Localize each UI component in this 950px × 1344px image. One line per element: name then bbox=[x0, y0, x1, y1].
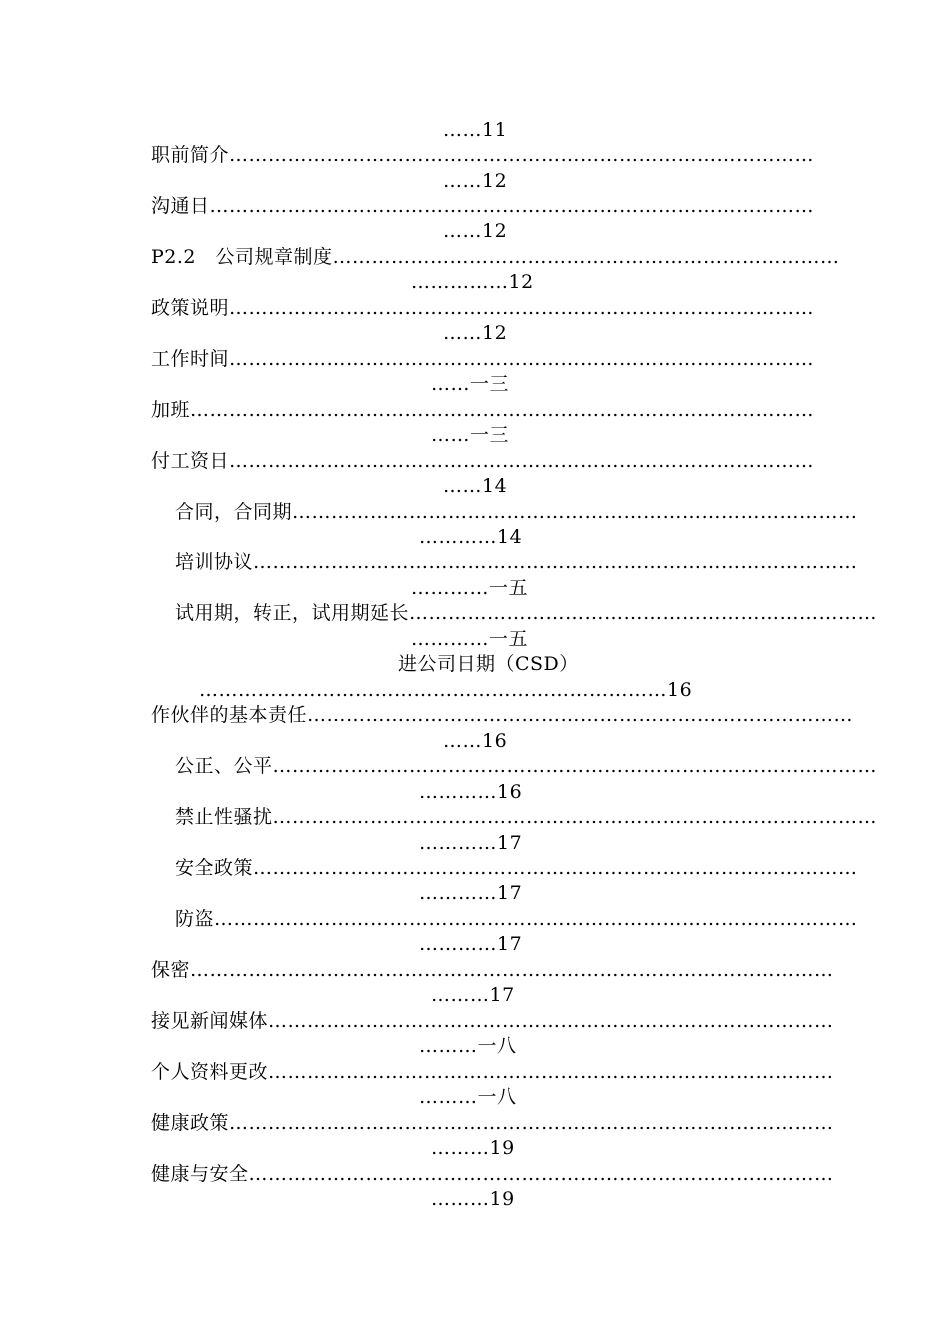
toc-page-number: ……12 bbox=[443, 322, 508, 344]
toc-entry: 个人资料更改…………………………………………………………………………… bbox=[151, 1061, 834, 1083]
toc-entry: 作伙伴的基本责任………………………………………………………………………… bbox=[151, 704, 854, 726]
toc-entry: 健康与安全……………………………………………………………………………… bbox=[151, 1163, 834, 1185]
toc-entry: 安全政策………………………………………………………………………………… bbox=[175, 857, 858, 879]
toc-entry: 职前简介……………………………………………………………………………… bbox=[151, 144, 815, 166]
toc-page-number: …………17 bbox=[419, 832, 523, 854]
toc-entry: 政策说明……………………………………………………………………………… bbox=[151, 297, 815, 319]
toc-page-number: …………一五 bbox=[411, 628, 529, 650]
toc-entry: 禁止性骚扰………………………………………………………………………………… bbox=[175, 806, 878, 828]
toc-entry: 付工资日……………………………………………………………………………… bbox=[151, 450, 815, 472]
toc-page-number: ………19 bbox=[431, 1137, 515, 1159]
toc-page-number: ……14 bbox=[443, 475, 508, 497]
toc-entry: 培训协议………………………………………………………………………………… bbox=[175, 551, 858, 573]
toc-page-number: …………17 bbox=[419, 882, 523, 904]
toc-entry: 沟通日………………………………………………………………………………… bbox=[151, 195, 815, 217]
toc-entry: 健康政策………………………………………………………………………………… bbox=[151, 1112, 834, 1134]
toc-page-number: …………17 bbox=[419, 933, 523, 955]
toc-page-number: ………………………………………………………………16 bbox=[199, 679, 693, 701]
toc-page-number: ………一八 bbox=[419, 1086, 517, 1108]
toc-page-number: ……11 bbox=[443, 119, 508, 141]
toc-page-number: ………17 bbox=[431, 984, 515, 1006]
toc-page-number: ………19 bbox=[431, 1188, 515, 1210]
toc-entry: 加班…………………………………………………………………………………… bbox=[151, 399, 815, 421]
toc-entry: 合同，合同期…………………………………………………………………………… bbox=[175, 501, 858, 523]
toc-page-number: ……12 bbox=[443, 220, 508, 242]
toc-page-number: …………一五 bbox=[411, 577, 529, 599]
toc-page-number: ……………12 bbox=[411, 271, 534, 293]
toc-entry: 保密……………………………………………………………………………………… bbox=[151, 959, 834, 981]
toc-entry: 接见新闻媒体…………………………………………………………………………… bbox=[151, 1010, 834, 1032]
toc-entry: P2.2 公司规章制度…………………………………………………………………… bbox=[151, 246, 840, 268]
toc-entry: 防盗……………………………………………………………………………………… bbox=[175, 908, 858, 930]
toc-page-number: ………一八 bbox=[419, 1035, 517, 1057]
toc-entry: 公正、公平………………………………………………………………………………… bbox=[175, 755, 878, 777]
toc-entry: 试用期，转正，试用期延长……………………………………………………………… bbox=[175, 602, 878, 624]
toc-page-number: …………16 bbox=[419, 781, 523, 803]
toc-page-number: …………14 bbox=[419, 526, 523, 548]
toc-page-number: ……一三 bbox=[431, 424, 510, 446]
toc-page-number: ……16 bbox=[443, 730, 508, 752]
toc-entry: 工作时间……………………………………………………………………………… bbox=[151, 348, 815, 370]
toc-page-number: ……12 bbox=[443, 170, 508, 192]
toc-page-number: ……一三 bbox=[431, 373, 510, 395]
toc-entry: 进公司日期（CSD） bbox=[398, 653, 579, 675]
